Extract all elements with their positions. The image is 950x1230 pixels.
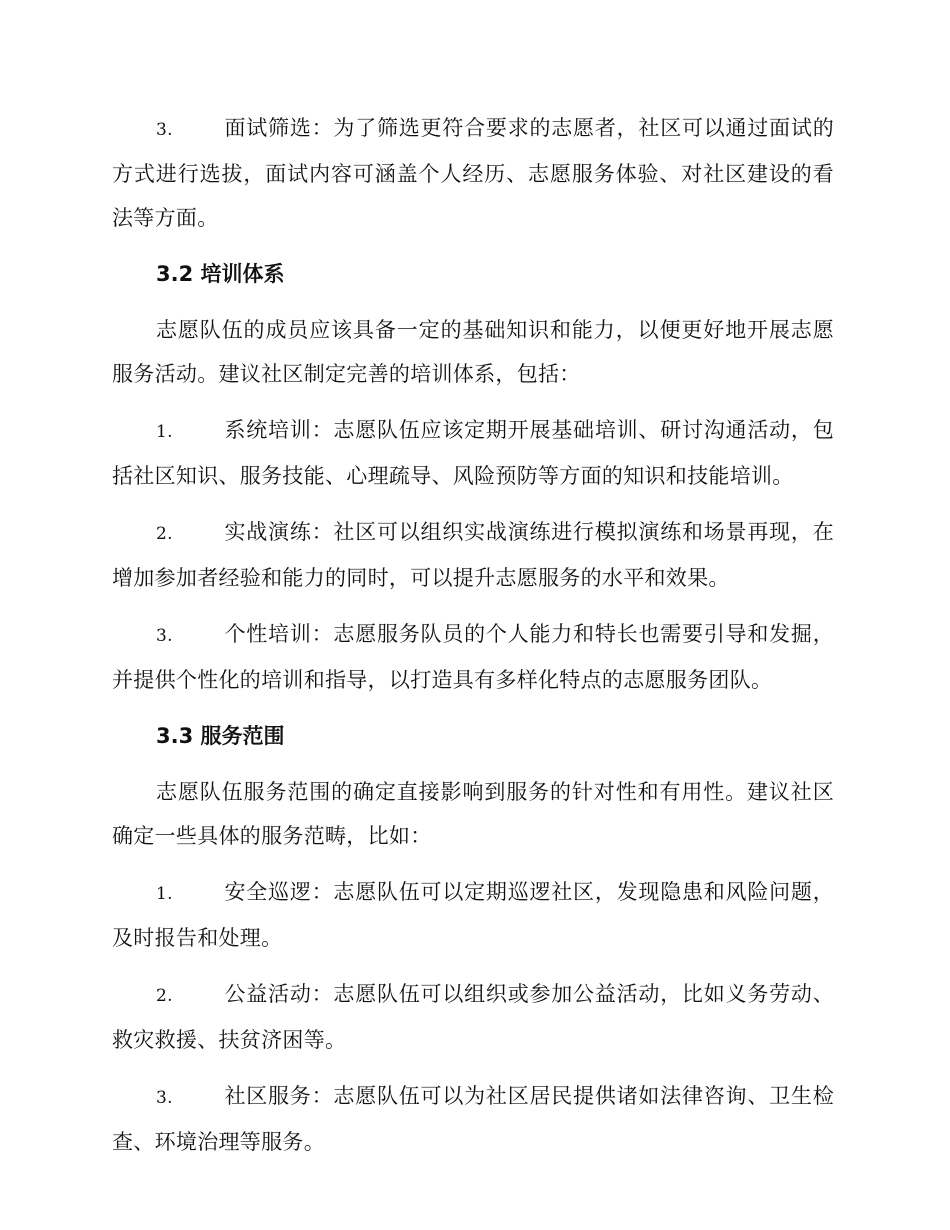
list-item-text: 实战演练：社区可以组织实战演练进行模拟演练和场景再现，在增加参加者经验和能力的同时，可以提升志愿服务的水平和效果。 [112, 520, 834, 590]
list-item-text: 公益活动：志愿队伍可以组织或参加公益活动，比如义务劳动、救灾救援、扶贫济困等。 [112, 982, 834, 1052]
list-item [112, 510, 834, 600]
section-heading: 3.2 培训体系 [156, 262, 285, 286]
list-item-number: 2. [156, 986, 173, 1006]
document-page [112, 106, 834, 1164]
list-item-text: 社区服务：志愿队伍可以为社区居民提供诸如法律咨询、卫生检查、环境治理等服务。 [112, 1084, 834, 1154]
list-item-text: 安全巡逻：志愿队伍可以定期巡逻社区，发现隐患和风险问题，及时报告和处理。 [112, 880, 834, 950]
list-item [112, 870, 834, 960]
list-item-number: 3. [156, 626, 173, 646]
list-item-number: 2. [156, 524, 173, 544]
paragraph: 志愿队伍服务范围的确定直接影响到服务的针对性和有用性。建议社区确定一些具体的服务范畴，比如： [112, 780, 834, 848]
list-item-number: 1. [156, 884, 173, 904]
list-item-text: 个性培训：志愿服务队员的个人能力和特长也需要引导和发掘，并提供个性化的培训和指导，以打造具有多样化特点的志愿服务团队。 [112, 622, 834, 692]
list-item [112, 106, 834, 240]
list-item [112, 612, 834, 702]
section-heading: 3.3 服务范围 [156, 724, 285, 748]
list-item-number: 1. [156, 422, 173, 442]
list-item-text: 面试筛选：为了筛选更符合要求的志愿者，社区可以通过面试的方式进行选拔，面试内容可涵盖个人经历、志愿服务体验、对社区建设的看法等方面。 [112, 116, 834, 230]
paragraph: 志愿队伍的成员应该具备一定的基础知识和能力，以便更好地开展志愿服务活动。建议社区制定完善的培训体系，包括： [112, 318, 834, 386]
list-item-number: 3. [156, 1088, 173, 1108]
list-item [112, 972, 834, 1062]
list-item [112, 1074, 834, 1164]
list-item-text: 系统培训：志愿队伍应该定期开展基础培训、研讨沟通活动，包括社区知识、服务技能、心理疏导、风险预防等方面的知识和技能培训。 [112, 418, 834, 488]
list-item [112, 408, 834, 498]
list-item-number: 3. [156, 120, 173, 140]
